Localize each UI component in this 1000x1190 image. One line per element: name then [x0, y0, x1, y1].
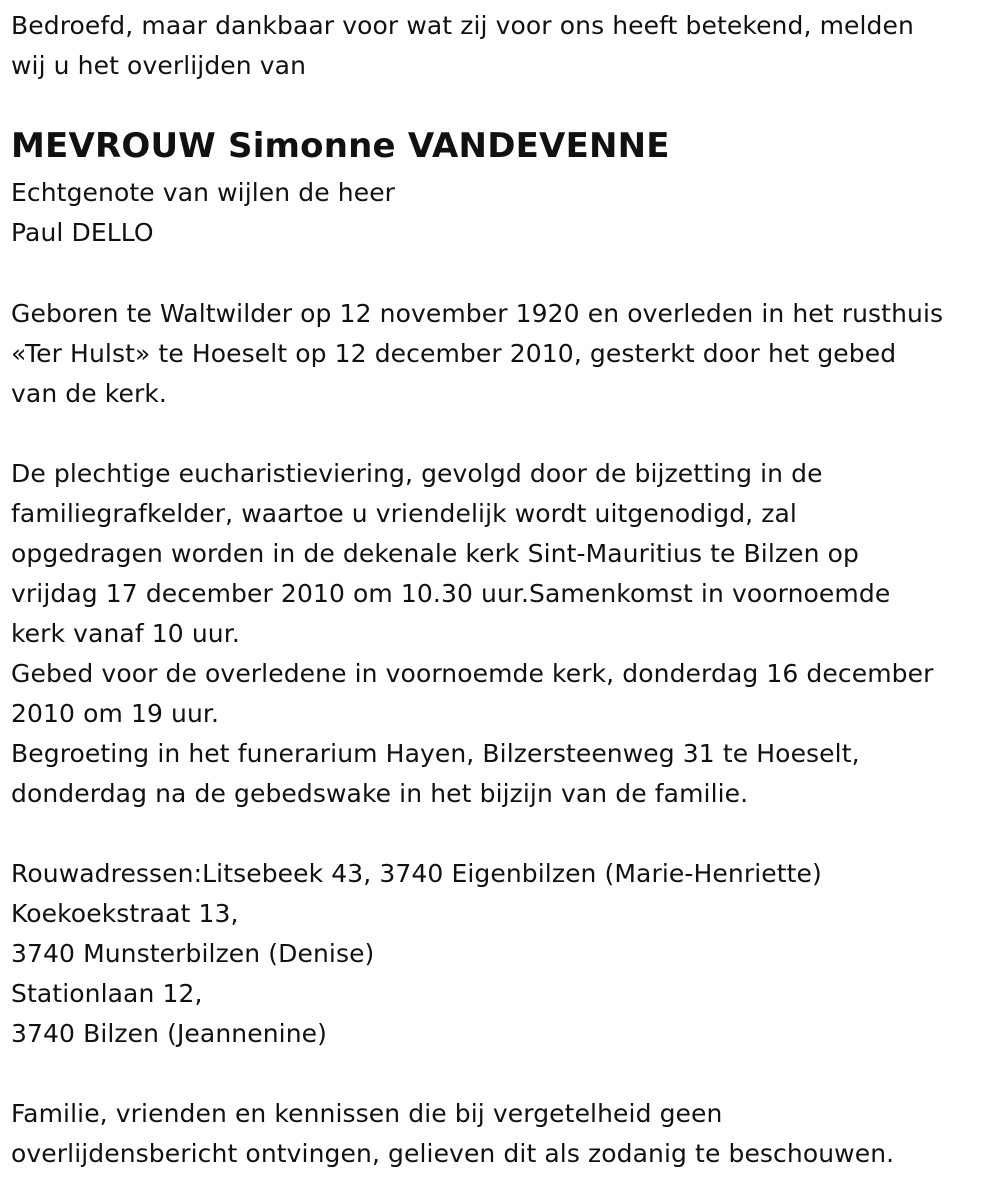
address-line: 3740 Bilzen (Jeannenine)	[11, 1019, 327, 1048]
ceremony-line: kerk vanaf 10 uur.	[11, 619, 240, 648]
intro-line: Bedroefd, maar dankbaar voor wat zij voor ons heeft betekend, melden	[11, 11, 914, 40]
ceremony-line: opgedragen worden in de dekenale kerk Sint-Mauritius te Bilzen op	[11, 539, 859, 568]
ceremony-line: Gebed voor de overledene in voornoemde kerk, donderdag 16 december	[11, 659, 934, 688]
closing-paragraph	[11, 1094, 894, 1174]
birth-death-paragraph	[11, 294, 943, 414]
address-line: Rouwadressen:Litsebeek 43, 3740 Eigenbilzen (Marie-Henriette)	[11, 859, 822, 888]
address-line: Koekoekstraat 13,	[11, 899, 239, 928]
intro-paragraph	[11, 6, 914, 86]
deceased-name: MEVROUW Simonne VANDEVENNE	[11, 126, 670, 166]
ceremony-line: familiegrafkelder, waartoe u vriendelijk wordt uitgenodigd, zal	[11, 499, 797, 528]
closing-line: overlijdensbericht ontvingen, gelieven dit als zodanig te beschouwen.	[11, 1139, 895, 1168]
ceremony-line: vrijdag 17 december 2010 om 10.30 uur.Samenkomst in voornoemde	[11, 579, 891, 608]
birth-line: van de kerk.	[11, 379, 167, 408]
ceremony-paragraph	[11, 454, 934, 814]
mourning-addresses	[11, 854, 822, 1054]
intro-line: wij u het overlijden van	[11, 51, 307, 80]
spouse-line: Paul DELLO	[11, 218, 154, 247]
ceremony-line: donderdag na de gebedswake in het bijzijn van de familie.	[11, 779, 749, 808]
ceremony-line: Begroeting in het funerarium Hayen, Bilzersteenweg 31 te Hoeselt,	[11, 739, 860, 768]
address-line: Stationlaan 12,	[11, 979, 203, 1008]
birth-line: Geboren te Waltwilder op 12 november 1920 en overleden in het rusthuis	[11, 299, 944, 328]
spouse-line: Echtgenote van wijlen de heer	[11, 178, 396, 207]
ceremony-line: De plechtige eucharistieviering, gevolgd door de bijzetting in de	[11, 459, 823, 488]
spouse-paragraph	[11, 173, 395, 253]
ceremony-line: 2010 om 19 uur.	[11, 699, 220, 728]
closing-line: Familie, vrienden en kennissen die bij vergetelheid geen	[11, 1099, 723, 1128]
birth-line: «Ter Hulst» te Hoeselt op 12 december 2010, gesterkt door het gebed	[11, 339, 897, 368]
address-line: 3740 Munsterbilzen (Denise)	[11, 939, 375, 968]
